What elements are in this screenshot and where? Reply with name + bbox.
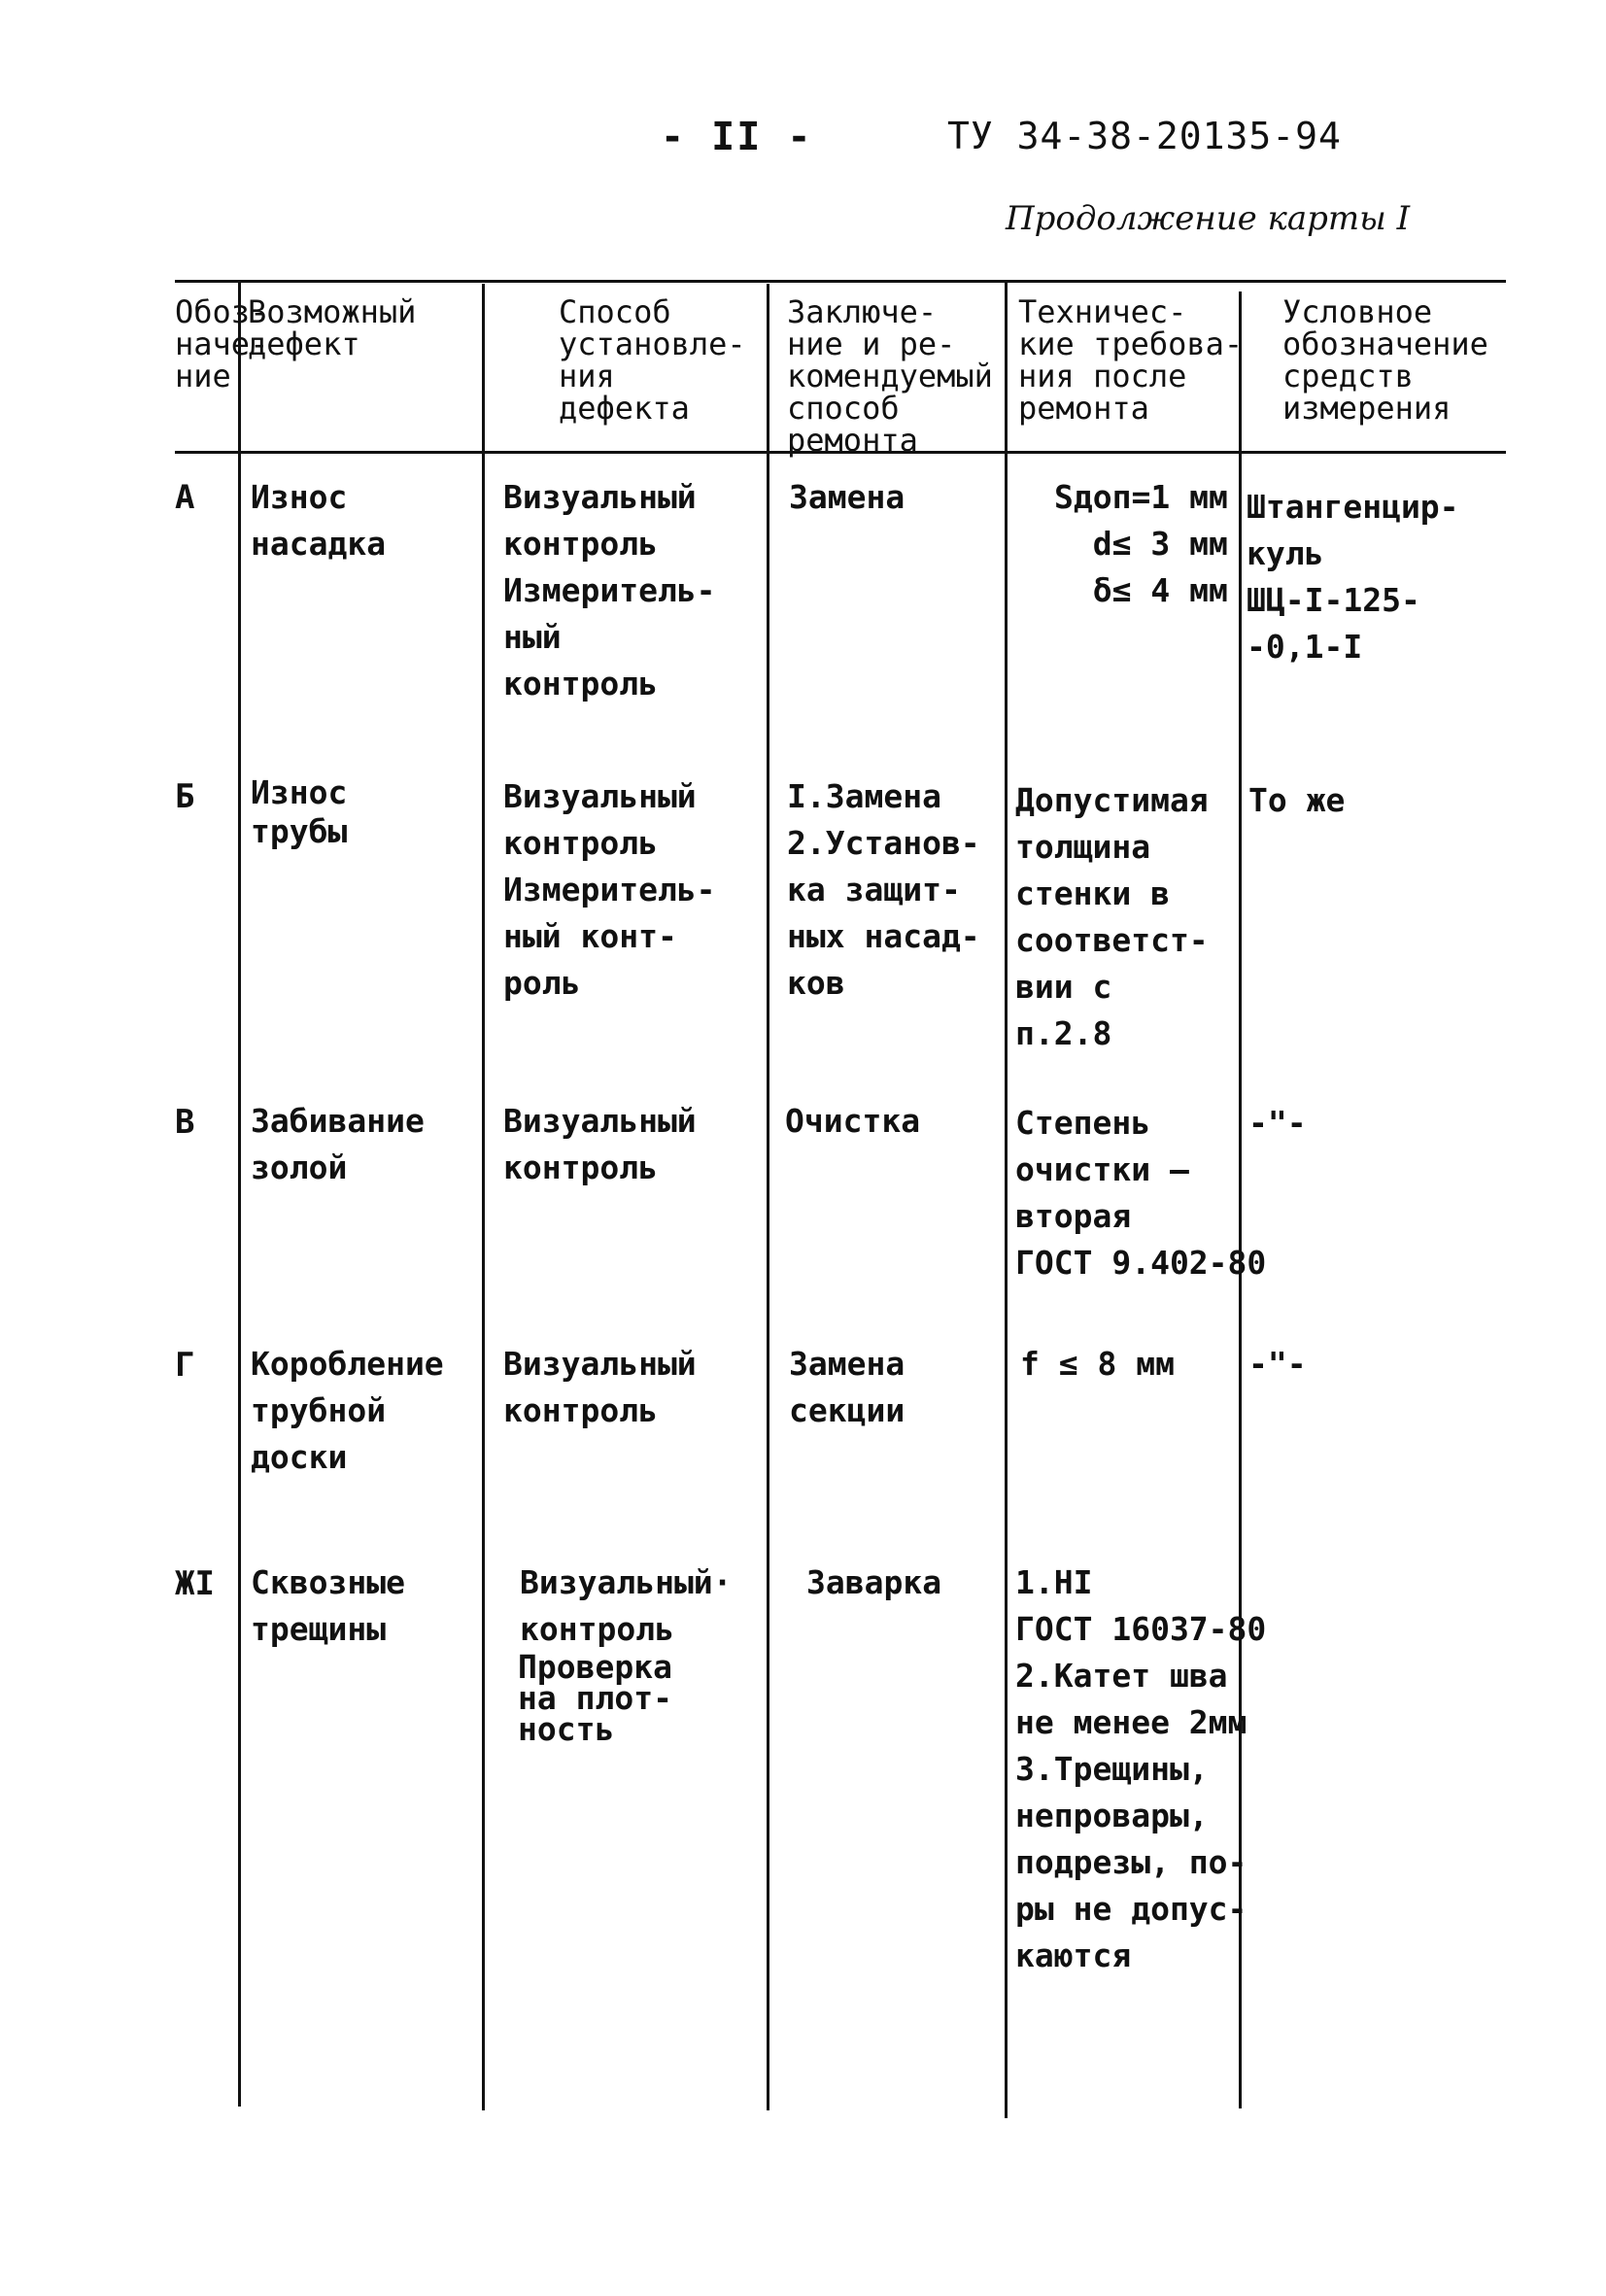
row-g-method: Визуальный контроль xyxy=(503,1345,697,1429)
row-v-tools: -"- xyxy=(1248,1104,1307,1142)
row-v-mark: В xyxy=(175,1103,195,1142)
column-divider-4 xyxy=(1005,282,1008,2118)
continuation-caption: Продолжение карты I xyxy=(1006,199,1411,238)
row-b-conclusion: I.Замена 2.Установ- ка защит- ных насад- ков xyxy=(787,777,980,1002)
column-divider-3 xyxy=(767,284,769,2110)
table-top-rule xyxy=(175,280,1506,283)
row-zh-conclusion: Заварка xyxy=(806,1563,942,1601)
row-b-requirements: Допустимая толщина стенки в соответст- вии с п.2.8 xyxy=(1015,781,1209,1052)
row-a-conclusion: Замена xyxy=(789,478,906,516)
row-a-method: Визуальный контроль Измеритель- ный контроль xyxy=(503,478,716,703)
row-g-requirements: f ≤ 8 мм xyxy=(1020,1345,1175,1383)
row-g-defect: Коробление трубной доски xyxy=(251,1345,444,1476)
row-v-method: Визуальный контроль xyxy=(503,1102,697,1186)
column-header-requirements: Техничес- кие требова- ния после ремонта xyxy=(1018,293,1244,427)
row-a-requirements: Sдоп=1 мм d≤ 3 мм δ≤ 4 мм xyxy=(1054,478,1228,609)
row-zh-method-visual: Визуальный· контроль xyxy=(520,1563,733,1648)
column-divider-1 xyxy=(238,280,241,2107)
row-b-defect: Износ трубы xyxy=(251,773,348,850)
row-zh-method-leak-test: Проверка на плот- ность xyxy=(518,1648,672,1748)
column-header-tools: Условное обозначение средств измерения xyxy=(1282,293,1488,427)
row-v-requirements: Степень очистки – вторая ГОСТ 9.402-80 xyxy=(1015,1104,1267,1282)
row-zh-mark: ЖI xyxy=(175,1564,215,1603)
row-b-method: Визуальный контроль Измеритель- ный конт- роль xyxy=(503,777,716,1002)
row-g-conclusion: Замена секции xyxy=(789,1345,906,1429)
row-v-conclusion: Очистка xyxy=(785,1102,921,1140)
row-a-tools: Штангенцир- куль ШЦ-I-125- -0,1-I xyxy=(1247,488,1459,666)
column-divider-2 xyxy=(482,284,485,2110)
column-header-method: Способ установле- ния дефекта xyxy=(559,293,746,427)
row-b-tools: То же xyxy=(1248,781,1346,819)
row-g-tools: -"- xyxy=(1248,1345,1307,1383)
row-zh-defect: Сквозные трещины xyxy=(251,1563,405,1648)
row-a-mark: А xyxy=(175,478,195,517)
row-g-mark: Г xyxy=(175,1346,195,1385)
document-code: ТУ 34-38-20135-94 xyxy=(947,115,1342,157)
row-b-mark: Б xyxy=(175,777,195,816)
column-header-mark: Обоз- наче- ние xyxy=(175,293,269,394)
row-a-defect: Износ насадка xyxy=(251,478,387,563)
column-header-defect: Возможный дефект xyxy=(248,293,417,362)
row-v-defect: Забивание золой xyxy=(251,1102,425,1186)
column-header-conclusion: Заключе- ние и ре- комендуемый способ ремонта xyxy=(787,293,993,459)
page-number: - II - xyxy=(661,115,813,159)
row-zh-requirements: 1.HI ГОСТ 16037-80 2.Катет шва не менее 2мм 3.Трещины, непровары, подрезы, по- ры не допус- каются xyxy=(1015,1563,1267,1974)
